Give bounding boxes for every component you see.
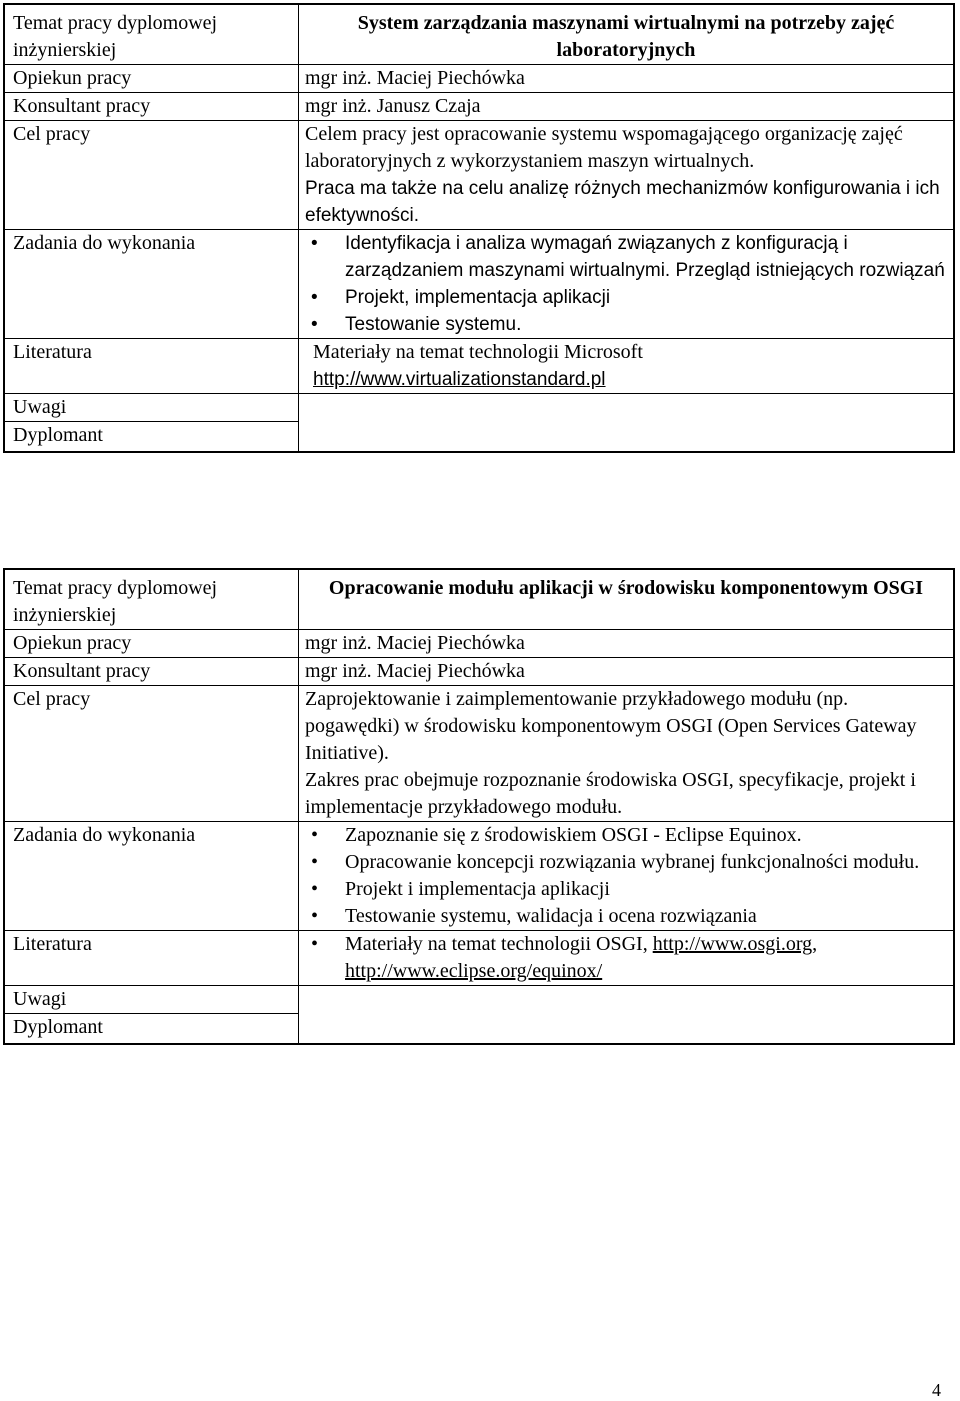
bullet-icon: • (311, 851, 319, 873)
label-consultant: Konsultant pracy (5, 658, 299, 686)
bullet-icon: • (311, 905, 319, 927)
row-tasks (5, 230, 954, 339)
label-supervisor: Opiekun pracy (5, 630, 299, 658)
label-supervisor: Opiekun pracy (5, 65, 299, 93)
row-literature (5, 931, 954, 986)
label-notes: Uwagi (5, 394, 299, 422)
topic-value: System zarządzania maszynami wirtualnymi na potrzeby zajęć laboratoryjnych (299, 5, 954, 65)
row-topic (5, 5, 954, 65)
thesis-table-2 (4, 569, 954, 1044)
task-text: Zapoznanie się z środowiskiem OSGI - Eclipse Equinox. (345, 824, 802, 846)
task-item (305, 849, 947, 876)
label-consultant: Konsultant pracy (5, 93, 299, 121)
row-supervisor (5, 65, 954, 93)
goal-paragraph-1: Celem pracy jest opracowanie systemu wspomagającego organizację zajęć laboratoryjnych z wykorzystaniem maszyn wirtualnych. (305, 123, 903, 172)
literature-item (305, 931, 947, 985)
goal-value (299, 121, 954, 230)
bullet-icon: • (311, 933, 319, 955)
row-literature (5, 339, 954, 394)
thesis-card-1 (3, 3, 955, 453)
row-supervisor (5, 630, 954, 658)
bullet-icon: • (311, 287, 318, 308)
task-text: Testowanie systemu, walidacja i ocena rozwiązania (345, 905, 757, 927)
topic-value: Opracowanie modułu aplikacji w środowisku komponentowym OSGI (299, 570, 954, 630)
label-student: Dyplomant (5, 422, 299, 452)
consultant-value: mgr inż. Janusz Czaja (299, 93, 954, 121)
label-goal: Cel pracy (5, 686, 299, 822)
task-item (305, 876, 947, 903)
row-consultant (5, 658, 954, 686)
task-item (305, 822, 947, 849)
label-literature: Literatura (5, 931, 299, 986)
row-consultant (5, 93, 954, 121)
task-text: Projekt, implementacja aplikacji (345, 287, 611, 308)
bullet-icon: • (311, 314, 318, 335)
task-item (305, 903, 947, 930)
bullet-icon: • (311, 878, 319, 900)
page-number: 4 (932, 1380, 941, 1400)
row-topic (5, 570, 954, 630)
label-tasks: Zadania do wykonania (5, 822, 299, 931)
notes-student-value (299, 986, 954, 1044)
task-text: Identyfikacja i analiza wymagań związanych z konfiguracją i zarządzaniem maszynami wirtualnymi. Przegląd istniejących rozwiązań (345, 233, 945, 281)
literature-value (299, 339, 954, 394)
row-notes (5, 986, 954, 1014)
label-topic: Temat pracy dyplomowej inżynierskiej (5, 570, 299, 630)
tasks-list (305, 230, 947, 338)
goal-paragraph-1: Zaprojektowanie i zaimplementowanie przykładowego modułu (np. pogawędki) w środowisku komponentowym OSGI (Open Services Gateway Initiative). (305, 688, 917, 764)
literature-link-osgi[interactable]: http://www.osgi.org (652, 933, 813, 955)
label-student: Dyplomant (5, 1014, 299, 1044)
label-tasks: Zadania do wykonania (5, 230, 299, 339)
supervisor-value: mgr inż. Maciej Piechówka (299, 65, 954, 93)
row-goal (5, 121, 954, 230)
literature-separator: , (812, 933, 818, 955)
bullet-icon: • (311, 233, 318, 254)
row-tasks (5, 822, 954, 931)
goal-paragraph-2: Zakres prac obejmuje rozpoznanie środowiska OSGI, specyfikacje, projekt i implementacje przykładowego modułu. (305, 769, 916, 818)
goal-value (299, 686, 954, 822)
row-goal (5, 686, 954, 822)
task-text: Projekt i implementacja aplikacji (345, 878, 610, 900)
literature-value (299, 931, 954, 986)
tasks-value (299, 230, 954, 339)
task-item (305, 311, 947, 338)
thesis-card-2 (3, 568, 955, 1045)
literature-link[interactable]: http://www.virtualizationstandard.pl (313, 369, 606, 390)
label-topic: Temat pracy dyplomowej inżynierskiej (5, 5, 299, 65)
bullet-icon: • (311, 824, 319, 846)
tasks-value (299, 822, 954, 931)
literature-text: Materiały na temat technologii OSGI, (345, 933, 653, 955)
goal-paragraph-2: Praca ma także na celu analizę różnych mechanizmów konfigurowania i ich efektywności. (305, 178, 940, 226)
literature-text: Materiały na temat technologii Microsoft (313, 341, 643, 363)
task-text: Testowanie systemu. (345, 314, 522, 335)
thesis-table-1 (4, 4, 954, 452)
row-notes (5, 394, 954, 422)
tasks-list (305, 822, 947, 930)
literature-link-eclipse[interactable]: http://www.eclipse.org/equinox/ (345, 960, 603, 982)
notes-student-value (299, 394, 954, 452)
label-goal: Cel pracy (5, 121, 299, 230)
task-item (305, 230, 947, 284)
task-item (305, 284, 947, 311)
task-text: Opracowanie koncepcji rozwiązania wybranej funkcjonalności modułu. (345, 851, 920, 873)
supervisor-value: mgr inż. Maciej Piechówka (299, 630, 954, 658)
literature-list (305, 931, 947, 985)
consultant-value: mgr inż. Maciej Piechówka (299, 658, 954, 686)
label-notes: Uwagi (5, 986, 299, 1014)
label-literature: Literatura (5, 339, 299, 394)
